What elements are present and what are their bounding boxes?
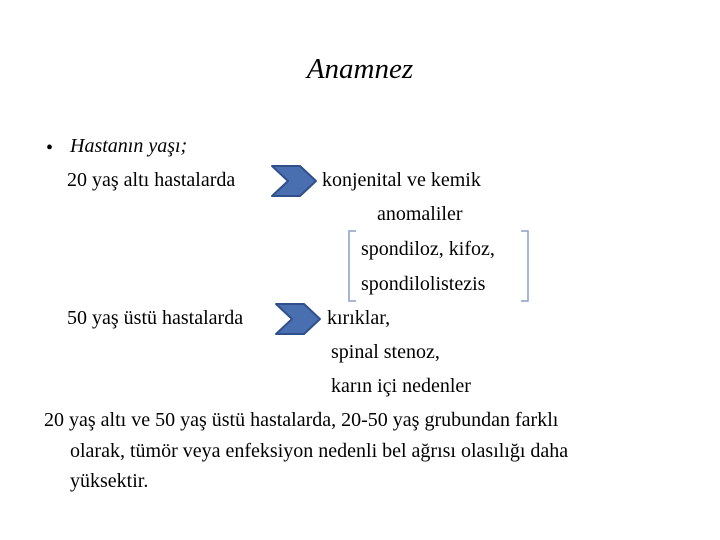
chevron-arrow-icon xyxy=(274,302,322,336)
slide-title: Anamnez xyxy=(306,53,414,85)
bracket-line1: spondiloz, kifoz, xyxy=(361,238,495,260)
over50-label: 50 yaş üstü hastalarda xyxy=(67,307,244,329)
over50-causes-line1: kırıklar, xyxy=(327,307,391,329)
over50-causes-line2: spinal stenoz, xyxy=(331,341,440,363)
bullet-heading: Hastanın yaşı; xyxy=(70,135,188,157)
under20-label: 20 yaş altı hastalarda xyxy=(67,169,236,191)
over50-causes-line3: karın içi nedenler xyxy=(331,375,471,397)
left-bracket-icon xyxy=(347,230,357,302)
under20-causes-line1: konjenital ve kemik xyxy=(322,169,481,191)
chevron-arrow-icon xyxy=(270,164,318,198)
bullet-marker: • xyxy=(46,137,54,159)
conclusion-line1: 20 yaş altı ve 50 yaş üstü hastalarda, 20-50 yaş grubundan farklı xyxy=(44,409,559,431)
under20-causes-line2: anomaliler xyxy=(377,203,463,225)
conclusion-line3: yüksektir. xyxy=(70,470,149,492)
bracket-line2: spondilolistezis xyxy=(361,273,486,295)
right-bracket-icon xyxy=(520,230,530,302)
conclusion-line2: olarak, tümör veya enfeksiyon nedenli bel ağrısı olasılığı daha xyxy=(70,440,569,462)
